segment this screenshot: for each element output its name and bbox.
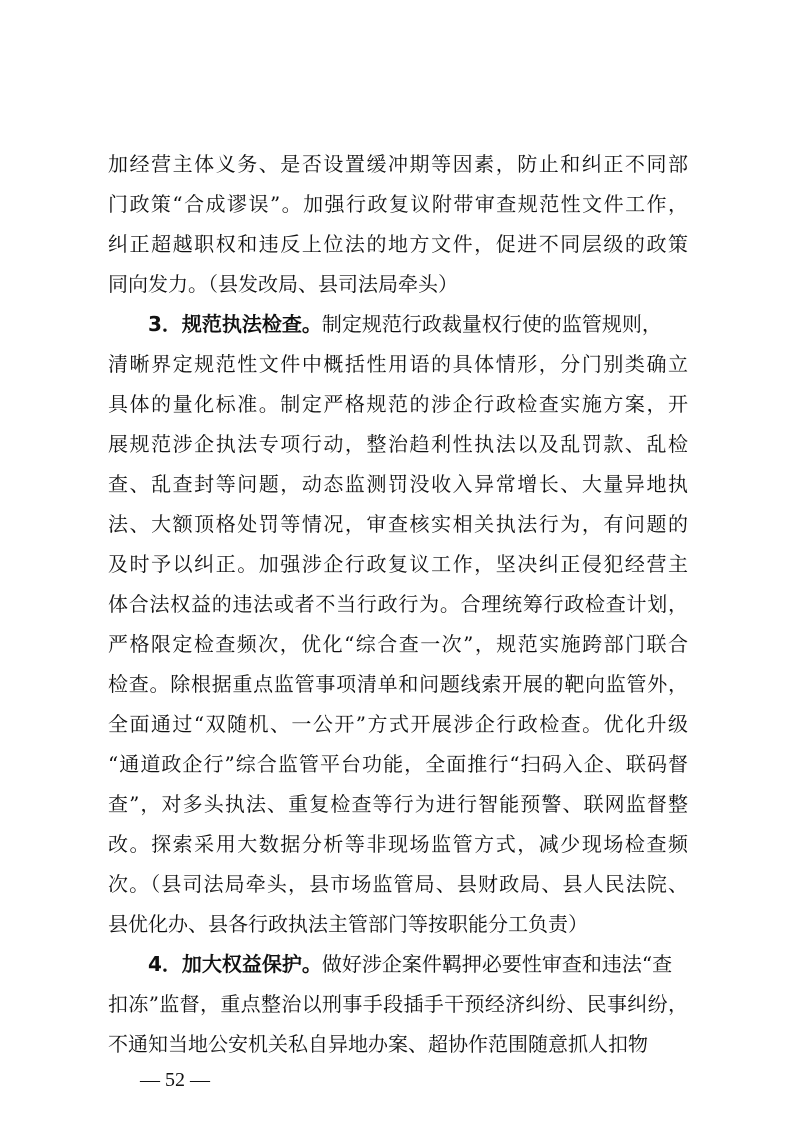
paragraph-line: 同向发力。（县发改局、县司法局牵头）	[108, 272, 458, 296]
section-4-first-line	[148, 944, 688, 984]
paragraph-line: “通道政企行”综合监管平台功能，全面推行“扫码入企、联码督	[108, 752, 688, 776]
section-3-first-line	[148, 304, 688, 344]
paragraph-line: 次。（县司法局牵头，县市场监管局、县财政局、县人民法院、	[108, 872, 688, 896]
paragraph-line: 检查。除根据重点监管事项清单和问题线索开展的靶向监管外，	[108, 672, 688, 696]
paragraph-line: 查、乱查封等问题，动态监测罚没收入异常增长、大量异地执	[108, 472, 688, 496]
paragraph-line: 改。探索采用大数据分析等非现场监管方式，减少现场检查频	[108, 832, 688, 856]
paragraph-line: 法、大额顶格处罚等情况，审查核实相关执法行为，有问题的	[108, 512, 688, 536]
paragraph-line: 加经营主体义务、是否设置缓冲期等因素，防止和纠正不同部	[108, 152, 688, 176]
paragraph-line: 查”，对多头执法、重复检查等行为进行智能预警、联网监督整	[108, 792, 688, 816]
paragraph-line: 具体的量化标准。制定严格规范的涉企行政检查实施方案，开	[108, 392, 688, 416]
paragraph-line: 不通知当地公安机关私自异地办案、超协作范围随意抓人扣物	[108, 1032, 648, 1056]
paragraph-line: 清晰界定规范性文件中概括性用语的具体情形，分门别类确立	[108, 352, 688, 376]
paragraph-line: 门政策“合成谬误”。加强行政复议附带审查规范性文件工作，	[108, 192, 688, 216]
section-4-heading: 4．加大权益保护。	[148, 952, 322, 976]
paragraph-line: 展规范涉企执法专项行动，整治趋利性执法以及乱罚款、乱检	[108, 432, 688, 456]
paragraph-line: 纠正超越职权和违反上位法的地方文件，促进不同层级的政策	[108, 232, 688, 256]
section-3-heading: 3．规范执法检查。	[148, 312, 322, 336]
paragraph-line: 体合法权益的违法或者不当行政行为。合理统筹行政检查计划，	[108, 592, 688, 616]
section-4-intro: 做好涉企案件羁押必要性审查和违法“查	[321, 952, 673, 976]
section-3-intro: 制定规范行政裁量权行使的监管规则，	[321, 312, 662, 336]
paragraph-line: 县优化办、县各行政执法主管部门等按职能分工负责）	[108, 912, 588, 936]
paragraph-line: 全面通过“双随机、一公开”方式开展涉企行政检查。优化升级	[108, 712, 688, 736]
page-number: — 52 —	[140, 1069, 210, 1091]
paragraph-line: 扣冻”监督，重点整治以刑事手段插手干预经济纠纷、民事纠纷，	[108, 992, 688, 1016]
paragraph-line: 及时予以纠正。加强涉企行政复议工作，坚决纠正侵犯经营主	[108, 552, 688, 576]
paragraph-line: 严格限定检查频次，优化“综合查一次”，规范实施跨部门联合	[108, 632, 688, 656]
